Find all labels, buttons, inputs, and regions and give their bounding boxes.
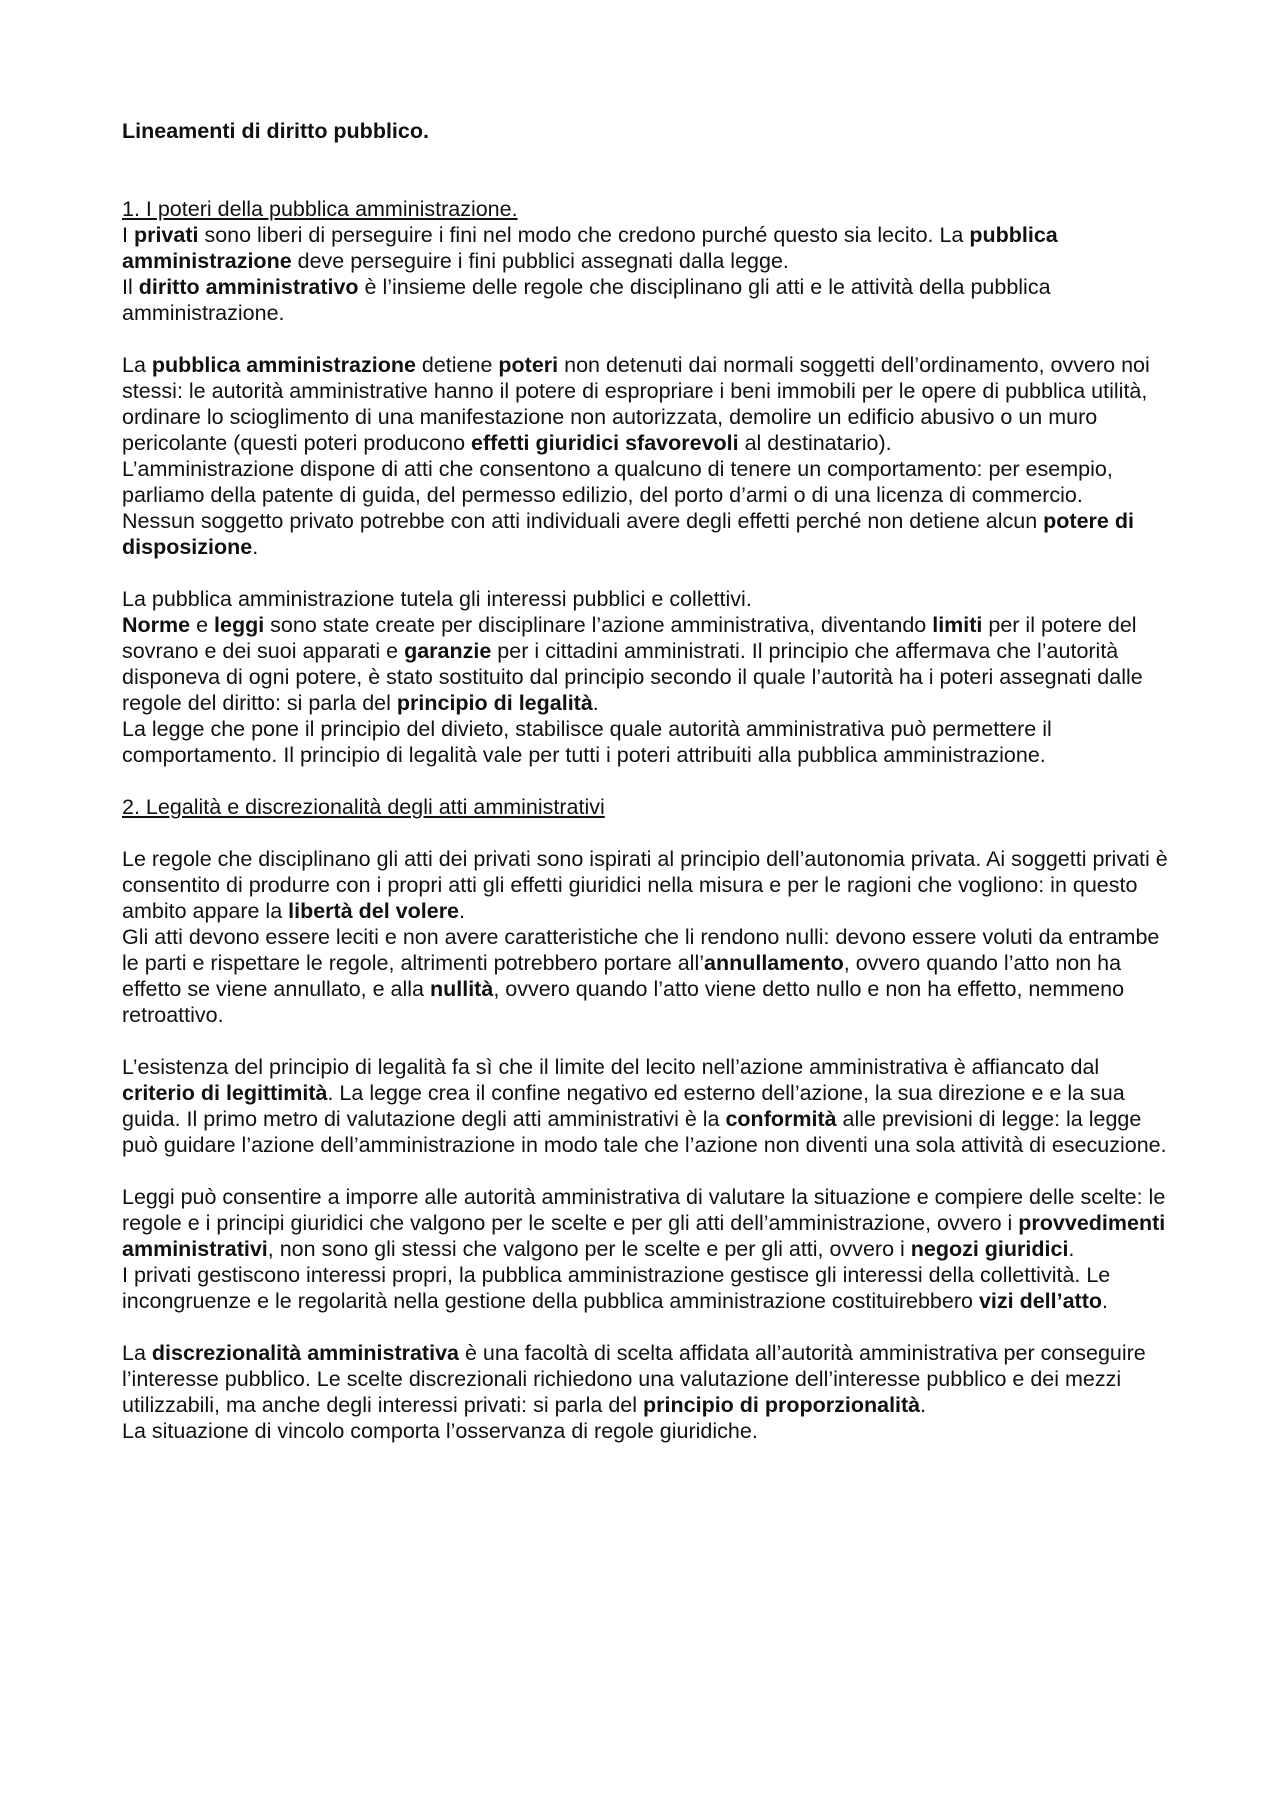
text-run: La legge che pone il principio del divieto, stabilisce quale autorità amministrativa può permettere il comportamento. Il principio di legalità vale per tutti i poteri attribuiti alla pubblica amministrazione. <box>122 717 1052 767</box>
text-run: I privati gestiscono interessi propri, la pubblica amministrazione gestisce gli interessi della collettività. Le incongruenze e le regolarità nella gestione della pubblica amministrazione costituirebbero <box>122 1263 1111 1313</box>
text-run: I <box>122 223 134 247</box>
bold-term: limiti <box>932 613 983 637</box>
text-run: non detenuti dai normali soggetti dell’ordinamento, ovvero noi stessi: le autorità amministrative hanno il potere di espropriare i beni immobili per le opere di pubblica utilità, ordinare lo scioglimento di una manifestazione non autorizzata, demolire un edificio abusivo o un muro pericolante (questi poteri producono <box>122 353 1150 455</box>
text-run: , ovvero quando l’atto viene detto nullo e non ha effetto, nemmeno retroattivo. <box>122 977 1125 1027</box>
text-run: La pubblica amministrazione tutela gli interessi pubblici e collettivi. <box>122 587 752 611</box>
paragraph <box>122 586 1172 612</box>
bold-term: provvedimenti amministrativi <box>122 1211 1166 1261</box>
bold-term: vizi dell’atto <box>978 1289 1102 1313</box>
text-run: per il potere del sovrano e dei suoi apparati e <box>122 613 1137 663</box>
text-run: detiene <box>415 353 499 377</box>
text-run: La <box>122 353 152 377</box>
text-run: Gli atti devono essere leciti e non avere caratteristiche che li rendono nulli: devono essere voluti da entrambe le parti e rispettare le regole, altrimenti potrebbero portare all’ <box>122 925 1160 975</box>
text-run: . <box>1068 1237 1075 1261</box>
section-legalita <box>122 794 1172 1444</box>
bold-term: conformità <box>725 1107 837 1131</box>
paragraph <box>122 274 1172 326</box>
text-run: . <box>920 1393 927 1417</box>
bold-term: diritto amministrativo <box>138 275 359 299</box>
text-run: , non sono gli stessi che valgono per le scelte e per gli atti, ovvero i <box>267 1237 911 1261</box>
text-run: Il <box>122 275 139 299</box>
paragraph <box>122 1340 1172 1418</box>
text-run: La <box>122 1341 152 1365</box>
text-run: L’amministrazione dispone di atti che consentono a qualcuno di tenere un comportamento: per esempio, parliamo della patente di guida, del permesso edilizio, del porto d’armi o di una licenza di commercio. <box>122 457 1113 507</box>
paragraph <box>122 846 1172 924</box>
text-run: Nessun soggetto privato potrebbe con atti individuali avere degli effetti perché non detiene alcun <box>122 509 1044 533</box>
text-run: . <box>459 899 466 923</box>
bold-term: Norme <box>122 613 191 637</box>
text-run: Leggi può consentire a imporre alle autorità amministrativa di valutare la situazione e compiere delle scelte: le regole e i principi giuridici che valgono per le scelte e per gli atti dell’amministrazione, ovvero i <box>122 1185 1166 1235</box>
text-run: L’esistenza del principio di legalità fa sì che il limite del lecito nell’azione amministrativa è affiancato dal <box>122 1055 1100 1079</box>
text-run: sono state create per disciplinare l’azione amministrativa, diventando <box>264 613 933 637</box>
text-run: . <box>592 691 599 715</box>
text-run: sono liberi di perseguire i fini nel modo che credono purché questo sia lecito. La <box>198 223 970 247</box>
paragraph <box>122 1262 1172 1314</box>
paragraph <box>122 1054 1172 1158</box>
bold-term: effetti giuridici sfavorevoli <box>471 431 739 455</box>
bold-term: nullità <box>430 977 494 1001</box>
bold-term: pubblica amministrazione <box>151 353 416 377</box>
bold-term: leggi <box>214 613 265 637</box>
text-run: . <box>1102 1289 1108 1313</box>
text-run: alle previsioni di legge: la legge può guidare l’azione dell’amministrazione in modo tale che l’azione non diventi una sola attività di esecuzione. <box>122 1107 1167 1157</box>
bold-term: poteri <box>498 353 559 377</box>
paragraph <box>122 716 1172 768</box>
section-poteri <box>122 196 1172 768</box>
paragraph <box>122 612 1172 716</box>
text-run: è l’insieme delle regole che disciplinano gli atti e le attività della pubblica amministrazione. <box>122 275 1051 325</box>
bold-term: potere di disposizione <box>122 509 1134 559</box>
paragraph <box>122 1184 1172 1262</box>
text-run: e <box>190 613 215 637</box>
text-run: deve perseguire i fini pubblici assegnati dalla legge. <box>291 249 789 273</box>
paragraph <box>122 222 1172 274</box>
bold-term: privati <box>133 223 199 247</box>
bold-term: discrezionalità amministrativa <box>151 1341 459 1365</box>
text-run: al destinatario). <box>738 431 892 455</box>
paragraph <box>122 508 1172 560</box>
bold-term: pubblica amministrazione <box>122 223 1058 273</box>
bold-term: annullamento <box>704 951 844 975</box>
text-run: , ovvero quando l’atto non ha effetto se viene annullato, e alla <box>122 951 1122 1001</box>
bold-term: negozi giuridici <box>910 1237 1069 1261</box>
text-run: è una facoltà di scelta affidata all’autorità amministrativa per conseguire l’interesse pubblico. Le scelte discrezionali richiedono una valutazione dell’interesse pubblico e dei mezzi utilizzabili, ma anche degli interessi privati: si parla del <box>122 1341 1146 1417</box>
text-run: La situazione di vincolo comporta l’osservanza di regole giuridiche. <box>122 1419 758 1443</box>
text-run: Le regole che disciplinano gli atti dei privati sono ispirati al principio dell’autonomia privata. Ai soggetti privati è consentito di produrre con i propri atti gli effetti giuridici nella misura e per le ragioni che vogliono: in questo ambito appare la <box>122 847 1168 923</box>
bold-term: libertà del volere <box>288 899 460 923</box>
paragraph <box>122 1418 1172 1444</box>
paragraph <box>122 352 1172 456</box>
bold-term: principio di proporzionalità <box>643 1393 921 1417</box>
bold-term: criterio di legittimità <box>122 1081 328 1105</box>
text-run: per i cittadini amministrati. Il principio che affermava che l’autorità disponeva di ogni potere, è stato sostituito dal principio secondo il quale l’autorità ha i poteri assegnati dalle regole del diritto: si parla del <box>122 639 1143 715</box>
paragraph <box>122 924 1172 1028</box>
bold-term: principio di legalità <box>396 691 593 715</box>
bold-term: garanzie <box>404 639 492 663</box>
section-heading: 2. Legalità e discrezionalità degli atti amministrativi <box>122 795 605 819</box>
document-title: Lineamenti di diritto pubblico. <box>122 119 429 143</box>
section-heading: 1. I poteri della pubblica amministrazione. <box>122 197 518 221</box>
paragraph <box>122 456 1172 508</box>
text-run: . La legge crea il confine negativo ed esterno dell’azione, la sua direzione e e la sua guida. Il primo metro di valutazione degli atti amministrativi è la <box>122 1081 1125 1131</box>
document-body <box>122 118 1172 1444</box>
text-run: . <box>252 535 259 559</box>
